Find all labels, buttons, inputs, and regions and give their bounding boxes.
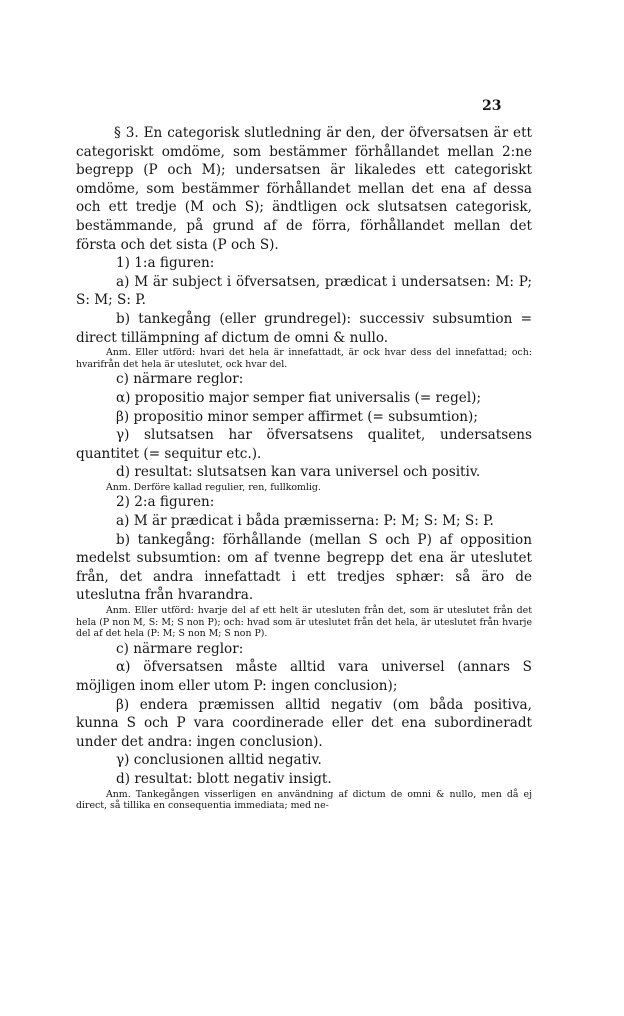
note-1b: Anm. Eller utförd: hvari det hela är innefattadt, är ock hvar dess del innefattad; och: hvarifrån det hela är uteslutet, ock hvar del. xyxy=(76,347,532,370)
paragraph-section-3: § 3. En categorisk slutledning är den, der öfversatsen är ett categoriskt omdöme, som bestämmer förhållandet mellan 2:ne begrepp (P och M); undersatsen är likaledes ett categoriskt omdöme, som bestämmer förhållandet mellan det ena af dessa och ett tredje (M och S); ändtligen ock slutsatsen categorisk, bestämmande, på grund af de förra, förhållandet mellan det första och det sista (P och S). xyxy=(76,125,532,253)
note-2d: Anm. Tankegången visserligen en användning af dictum de omni & nullo, men då ej direct, så tillika en consequentia immediata; med ne- xyxy=(76,788,532,812)
body-text xyxy=(76,124,532,812)
paragraph-1a: a) M är subject i öfversatsen, prædicat i undersatsen: M: P; S: M; S: P. xyxy=(76,273,532,309)
paragraph-2c-beta: β) endera præmissen alltid negativ (om båda positiva, kunna S och P vara coordinerade eller det ena subordineradt under det andra: ingen conclusion). xyxy=(76,696,532,750)
paragraph-1c-alpha: α) propositio major semper fiat universalis (= regel); xyxy=(116,389,482,406)
paragraph-figure-1-heading: 1) 1:a figuren: xyxy=(116,255,215,272)
paragraph-2b: b) tankegång: förhållande (mellan S och P) af opposition medelst subsumtion: om af tvenne begrepp det ena är uteslutet från, det andra innefattadt i ett tredjes sphær: så äro de uteslutna från hvarandra. xyxy=(76,531,532,604)
paragraph-2d: d) resultat: blott negativ insigt. xyxy=(116,770,332,787)
paragraph-2c: c) närmare reglor: xyxy=(116,640,244,657)
paragraph-2c-alpha: α) öfversatsen måste alltid vara universel (annars S möjligen inom eller utom P: ingen conclusion); xyxy=(76,659,532,694)
note-2b: Anm. Eller utförd: hvarje del af ett helt är utesluten från det, som är uteslutet från det hela (P non M, S: M; S non P); och: hvad som är uteslutet från det hela, är uteslutet från hvarje del af det hela (P: M; S non M; S non P). xyxy=(76,605,532,640)
paragraph-1d: d) resultat: slutsatsen kan vara universel och positiv. xyxy=(116,464,481,481)
paragraph-figure-2-heading: 2) 2:a figuren: xyxy=(116,494,215,511)
paragraph-1b: b) tankegång (eller grundregel): successiv subsumtion = direct tillämpning af dictum de omni & nullo. xyxy=(76,310,532,346)
paragraph-2a: a) M är prædicat i båda præmisserna: P: M; S: M; S: P. xyxy=(116,513,494,530)
page-number: 23 xyxy=(482,98,502,114)
paragraph-1c: c) närmare reglor: xyxy=(116,371,244,388)
note-1d: Anm. Derföre kallad regulier, ren, fullkomlig. xyxy=(106,481,321,493)
paragraph-2c-gamma: γ) conclusionen alltid negativ. xyxy=(116,752,322,769)
paragraph-1c-beta: β) propositio minor semper affirmet (= subsumtion); xyxy=(116,408,478,425)
paragraph-1c-gamma: γ) slutsatsen har öfversatsens qualitet, undersatsens quantitet (= sequitur etc.). xyxy=(76,427,532,462)
